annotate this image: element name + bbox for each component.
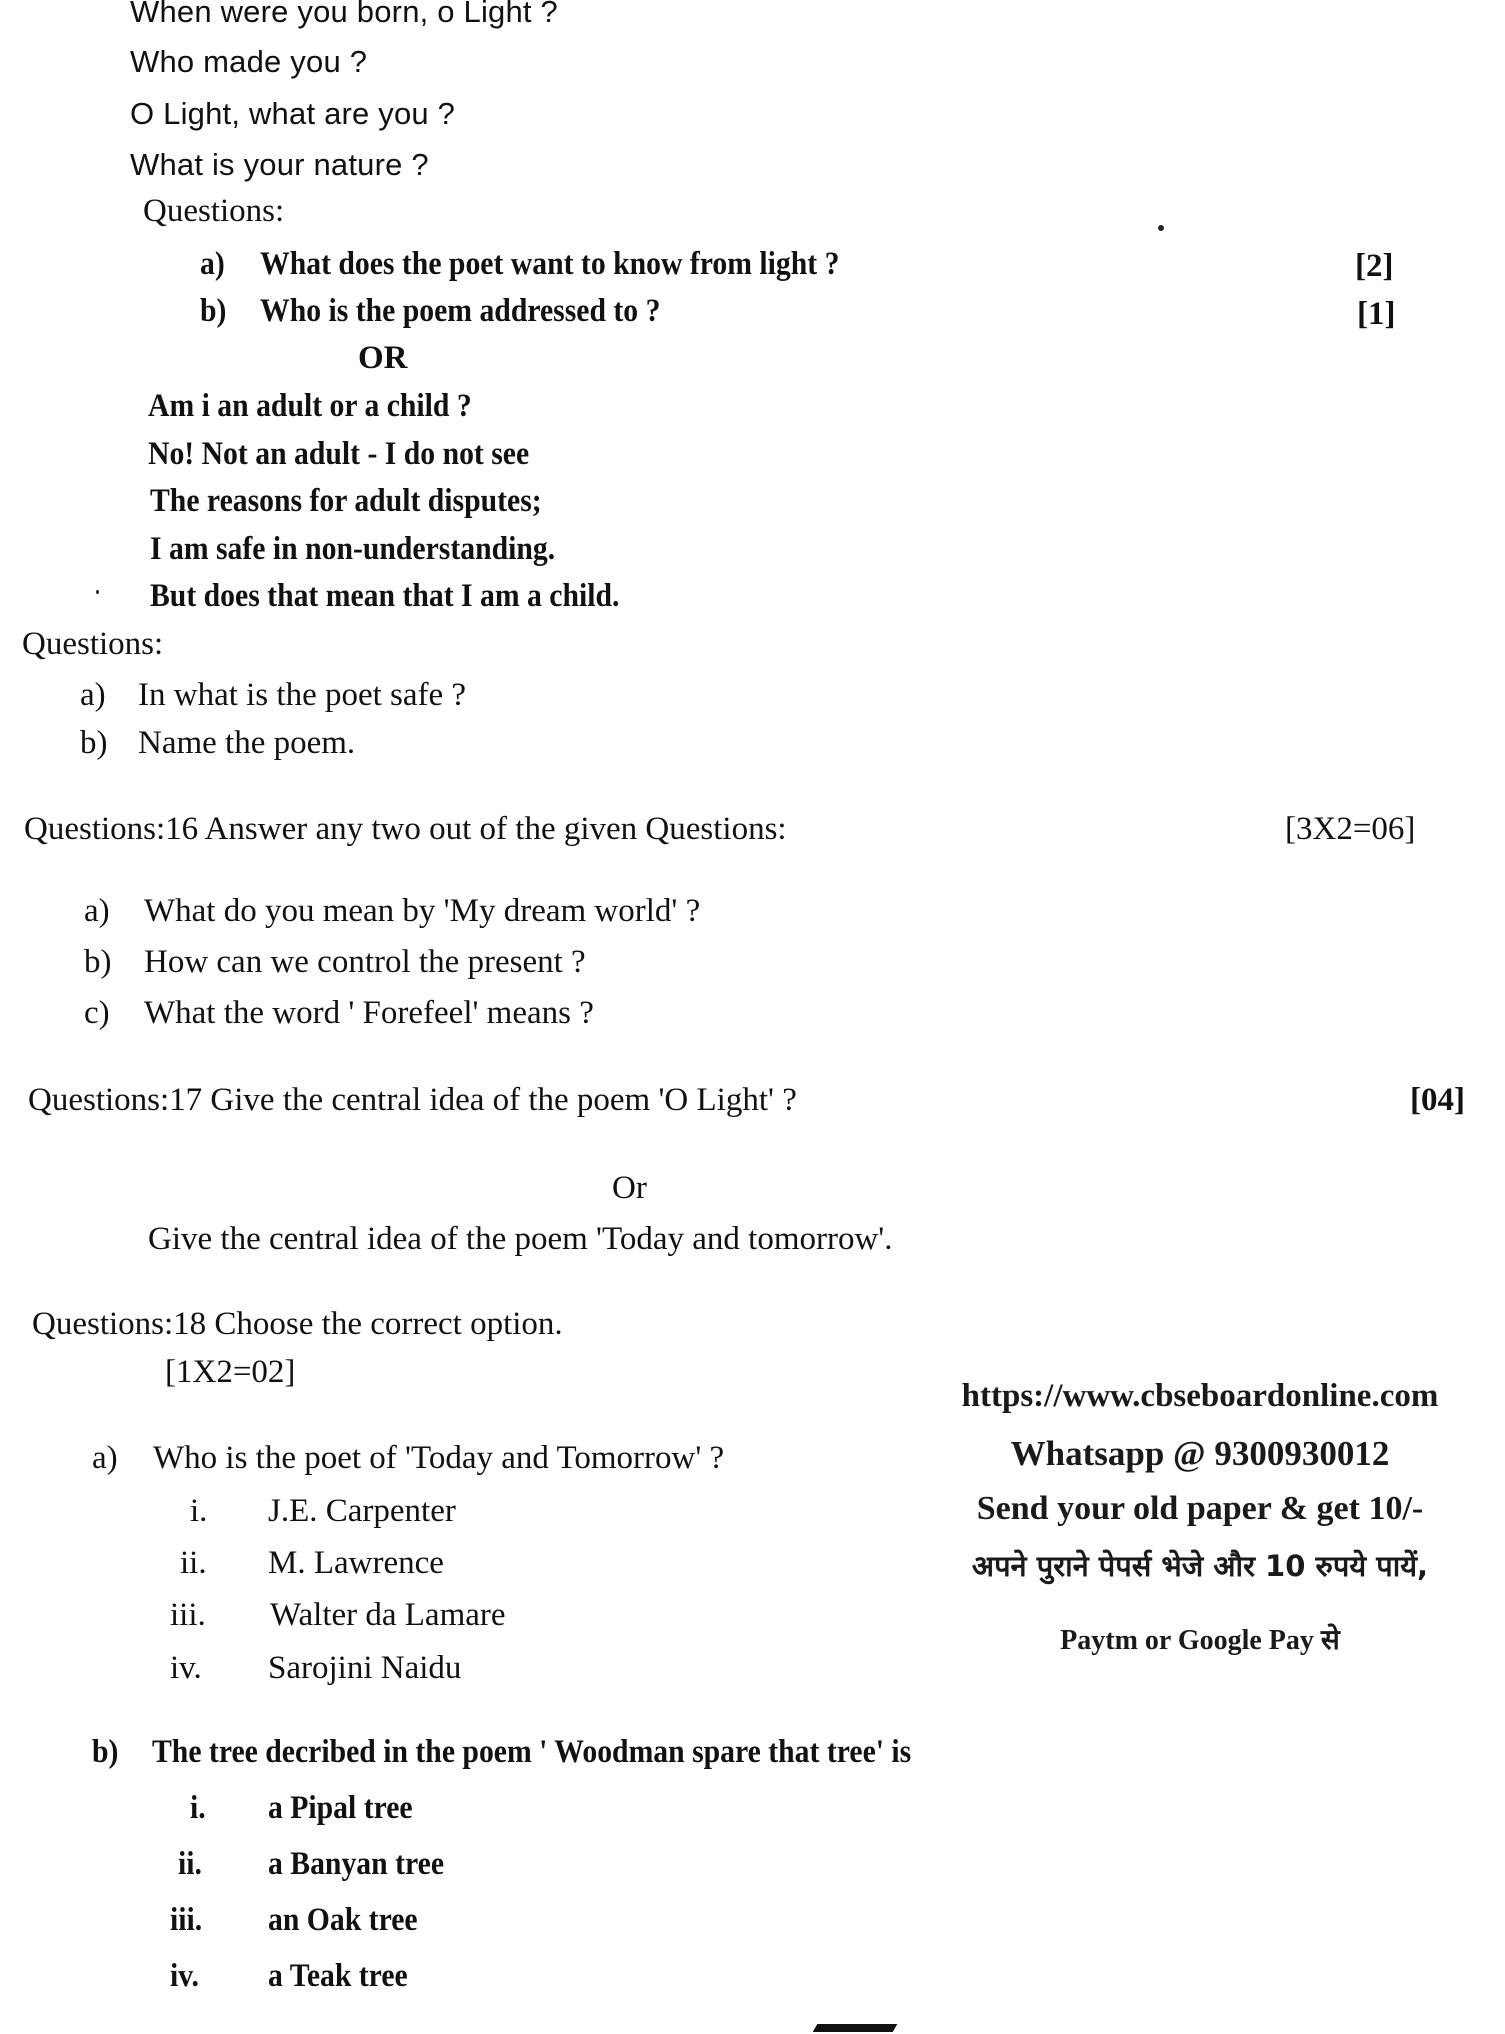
- questions-label: Questions:: [22, 626, 164, 662]
- option-number: ii.: [178, 1846, 202, 1882]
- option-text: a Teak tree: [268, 1958, 408, 1994]
- option-number: ii.: [180, 1545, 207, 1581]
- part-text: Who is the poet of 'Today and Tomorrow' ?: [153, 1440, 725, 1476]
- question-text: Who is the poem addressed to ?: [260, 293, 661, 329]
- marks-label: [04]: [1410, 1082, 1465, 1118]
- item-text: How can we control the present ?: [144, 944, 586, 980]
- or-divider: OR: [358, 340, 408, 376]
- option-text: a Banyan tree: [268, 1846, 445, 1882]
- question-text: What does the poet want to know from light ?: [260, 246, 840, 282]
- marks-label: [1]: [1357, 296, 1396, 332]
- option-text: M. Lawrence: [268, 1545, 444, 1581]
- offer-text-hindi: अपने पुराने पेपर्स भेजे और 10 रुपये पायें,: [971, 1549, 1429, 1583]
- payment-methods: Paytm or Google Pay से: [1060, 1625, 1340, 1656]
- poem-line: I am safe in non-understanding.: [150, 531, 556, 567]
- option-text: Sarojini Naidu: [268, 1650, 462, 1686]
- part-label: b): [92, 1734, 119, 1770]
- scan-speck: [96, 590, 99, 594]
- scan-artifact: [813, 2024, 898, 2032]
- alternative-question: Give the central idea of the poem 'Today and tomorrow'.: [148, 1221, 893, 1257]
- item-text: What do you mean by 'My dream world' ?: [144, 893, 701, 929]
- question-heading: Questions:17 Give the central idea of the poem 'O Light' ?: [28, 1082, 797, 1118]
- question-label: b): [80, 725, 108, 761]
- option-text: a Pipal tree: [268, 1790, 413, 1826]
- option-text: an Oak tree: [268, 1902, 418, 1938]
- marks-label: [3X2=06]: [1285, 811, 1416, 847]
- questions-label: Questions:: [143, 193, 285, 229]
- marks-label: [1X2=02]: [165, 1354, 296, 1390]
- option-number: i.: [190, 1493, 208, 1529]
- scan-speck: [1158, 225, 1164, 231]
- item-text: What the word ' Forefeel' means ?: [144, 995, 594, 1031]
- poem-line: No! Not an adult - I do not see: [148, 436, 530, 472]
- question-label: a): [200, 246, 225, 282]
- website-link[interactable]: https://www.cbseboardonline.com: [961, 1378, 1439, 1414]
- question-text: Name the poem.: [138, 725, 356, 761]
- poem-line: O Light, what are you ?: [130, 96, 456, 131]
- offer-text: Send your old paper & get 10/-: [976, 1490, 1424, 1527]
- item-label: b): [84, 944, 112, 980]
- poem-line: But does that mean that I am a child.: [150, 578, 620, 614]
- poem-line: What is your nature ?: [130, 147, 429, 182]
- question-text: In what is the poet safe ?: [138, 677, 467, 713]
- option-text: Walter da Lamare: [270, 1597, 506, 1633]
- poem-line: Am i an adult or a child ?: [148, 388, 472, 424]
- poem-line: Who made you ?: [130, 44, 368, 79]
- option-number: iii.: [170, 1597, 206, 1633]
- option-number: i.: [190, 1790, 206, 1826]
- option-number: iii.: [170, 1902, 203, 1938]
- option-text: J.E. Carpenter: [268, 1493, 456, 1529]
- whatsapp-contact: Whatsapp @ 9300930012: [1010, 1434, 1390, 1473]
- poem-line: The reasons for adult disputes;: [150, 483, 542, 519]
- option-number: iv.: [170, 1958, 199, 1994]
- or-divider: Or: [612, 1170, 647, 1206]
- option-number: iv.: [170, 1650, 202, 1686]
- question-heading: Questions:16 Answer any two out of the given Questions:: [24, 811, 787, 847]
- question-heading: Questions:18 Choose the correct option.: [32, 1306, 563, 1342]
- question-label: a): [80, 677, 106, 713]
- item-label: a): [84, 893, 110, 929]
- part-label: a): [92, 1440, 118, 1476]
- question-label: b): [200, 293, 227, 329]
- poem-line: When were you born, o Light ?: [130, 0, 558, 29]
- part-text: The tree decribed in the poem ' Woodman spare that tree' is: [152, 1734, 912, 1770]
- marks-label: [2]: [1355, 248, 1394, 284]
- item-label: c): [84, 995, 110, 1031]
